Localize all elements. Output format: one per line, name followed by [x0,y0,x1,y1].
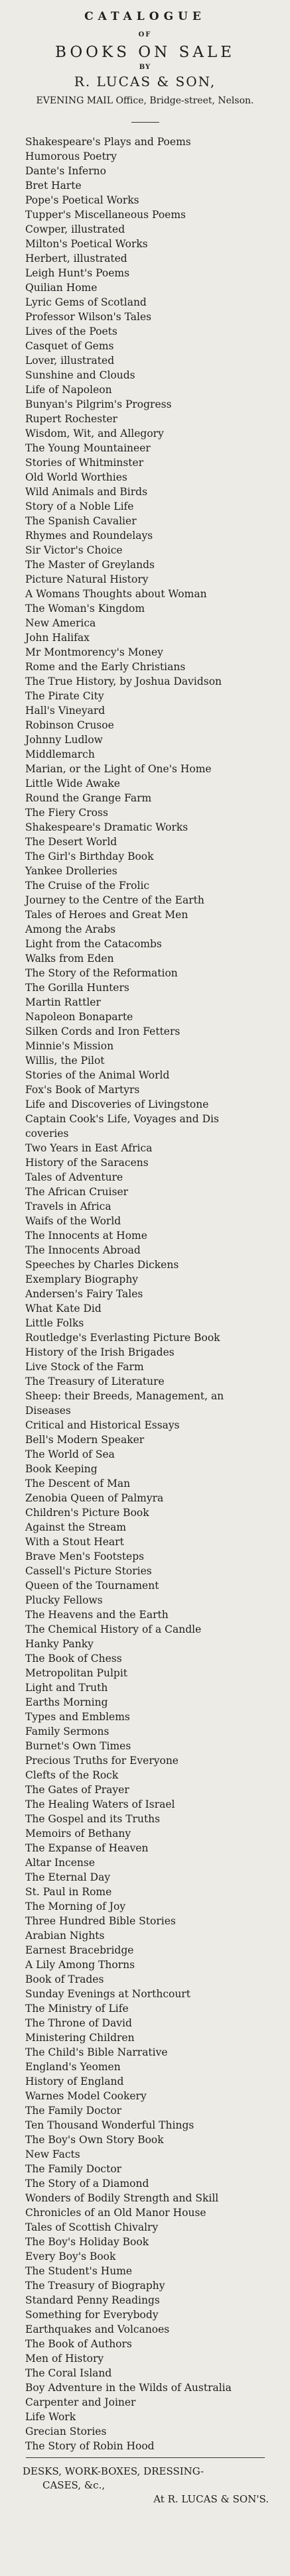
book-title: The Cruise of the Frolic [25,880,150,892]
book-title: The Family Doctor [25,2163,122,2175]
book-title: Light and Truth [25,1682,108,1694]
book-title: Brave Men's Footsteps [25,1551,145,1562]
book-title: Journey to the Centre of the Earth [25,894,204,906]
book-title: Against the Stream [25,1521,127,1533]
book-title: Live Stock of the Farm [25,1361,144,1373]
book-title: Book Keeping [25,1463,98,1475]
book-title: Pope's Poetical Works [25,194,139,206]
book-title: Stories of the Animal World [25,1069,170,1081]
book-title: The Fiery Cross [25,807,108,819]
book-title: The Throne of David [25,2017,132,2029]
book-title: Captain Cook's Life, Voyages and Dis [25,1113,219,1125]
book-title: The Book of Chess [25,1653,122,1665]
book-title: Diseases [25,1405,71,1417]
book-title: Story of a Noble Life [25,500,134,512]
book-title: Something for Everybody [25,2309,159,2321]
advertisement-footer [23,2465,277,2506]
book-title: Cassell's Picture Stories [25,1565,152,1577]
book-title: Cowper, illustrated [25,223,125,235]
book-title: Shakespeare's Dramatic Works [25,821,188,833]
footer-line-desks: DESKS, WORK-BOXES, DRESSING- [23,2465,204,2477]
book-title: Ministering Children [25,2032,135,2044]
of-label: OF [138,31,152,38]
book-title: Wonders of Bodily Strength and Skill [25,2192,219,2204]
book-title: The Eternal Day [25,1871,111,1883]
book-title: Hanky Panky [25,1638,94,1650]
book-title: Light from the Catacombs [25,938,162,950]
book-title: Bret Harte [25,180,82,192]
book-title: Round the Grange Farm [25,792,152,804]
book-title: The Girl's Birthday Book [25,850,154,862]
book-title: Two Years in East Africa [25,1142,153,1154]
book-title: Minnie's Mission [25,1040,114,1052]
book-title: History of the Saracens [25,1157,149,1169]
book-title: Sunday Evenings at Northcourt [25,1988,190,2000]
book-title: Among the Arabs [25,923,116,935]
book-title: Tupper's Miscellaneous Poems [25,209,186,221]
book-title: Humorous Poetry [25,150,117,162]
book-title: Boy Adventure in the Wilds of Australia [25,2382,232,2394]
book-title: Earths Morning [25,1696,108,1708]
book-title: Children's Picture Book [25,1507,149,1519]
book-title: A Womans Thoughts about Woman [25,588,207,600]
book-title: The Young Mountaineer [25,442,151,454]
book-title: Plucky Fellows [25,1594,103,1606]
book-title: Picture Natural History [25,573,149,585]
book-title: Lives of the Poets [25,325,117,337]
book-title: The Desert World [25,836,117,848]
books-on-sale-heading: BOOKS ON SALE [54,44,235,61]
book-title: Lyric Gems of Scotland [25,296,147,308]
book-title: Silken Cords and Iron Fetters [25,1025,181,1037]
book-title: The African Cruiser [25,1186,129,1198]
book-title: A Lily Among Thorns [25,1959,135,1971]
book-title: The Morning of Joy [25,1901,126,1912]
book-title: Professor Wilson's Tales [25,311,152,323]
book-title: The True History, by Joshua Davidson [25,675,222,687]
book-title: Yankee Drolleries [25,865,117,877]
book-title: Burnet's Own Times [25,1740,131,1752]
book-title: The Innocents Abroad [25,1244,141,1256]
book-title: Stories of Whitminster [25,457,144,469]
book-title: Sheep: their Breeds, Management, an [25,1390,224,1402]
footer-line-cases: CASES, &c., [42,2479,106,2491]
book-title: Three Hundred Bible Stories [25,1915,176,1927]
book-title: The Story of the Reformation [25,967,178,979]
book-title: The Gorilla Hunters [25,982,129,994]
book-title: The Innocents at Home [25,1230,147,1242]
book-title: The Gates of Prayer [25,1784,129,1796]
book-title: The World of Sea [25,1448,115,1460]
book-title: Bunyan's Pilgrim's Progress [25,398,172,410]
book-title: The Book of Authors [25,2338,132,2350]
book-title: Rupert Rochester [25,413,117,425]
book-title: Fox's Book of Martyrs [25,1084,140,1096]
firm-name: R. LUCAS & SON, [74,74,216,89]
book-title: The Coral Island [25,2367,112,2379]
book-title: The Boy's Own Story Book [25,2134,164,2146]
book-title: Little Wide Awake [25,778,120,790]
book-title: England's Yeomen [25,2061,121,2073]
book-title: Mr Montmorency's Money [25,646,163,658]
book-title: Wisdom, Wit, and Allegory [25,428,164,439]
book-title: The Spanish Cavalier [25,515,137,527]
book-title: Little Folks [25,1317,84,1329]
book-title: Carpenter and Joiner [25,2396,136,2408]
book-title: Standard Penny Readings [25,2294,160,2306]
book-title: Leigh Hunt's Poems [25,267,130,279]
book-title: Family Sermons [25,1726,109,1737]
book-title: History of the Irish Brigades [25,1346,175,1358]
book-title: Martin Rattler [25,996,101,1008]
book-title: Old World Worthies [25,471,127,483]
book-title: Queen of the Tournament [25,1580,159,1592]
book-title: Every Boy's Book [25,2251,116,2262]
book-title: Marian, or the Light of One's Home [25,763,212,775]
book-title: St. Paul in Rome [25,1886,112,1898]
book-title: Life Work [25,2411,76,2423]
book-title: Chronicles of an Old Manor House [25,2207,206,2219]
book-title: Shakespeare's Plays and Poems [25,136,191,148]
book-list [13,135,277,2453]
book-title: Bell's Modern Speaker [25,1434,145,1446]
book-title: Middlemarch [25,748,95,760]
book-title: John Halifax [25,632,90,644]
book-title: Sir Victor's Choice [25,544,123,556]
book-title: The Treasury of Biography [25,2280,165,2292]
book-title: The Child's Bible Narrative [25,2046,168,2058]
book-title: Milton's Poetical Works [25,238,148,250]
book-title: Walks from Eden [25,953,114,965]
book-title: The Boy's Holiday Book [25,2236,149,2248]
book-title: Lover, illustrated [25,355,115,367]
book-title: The Family Doctor [25,2105,122,2117]
book-title: Ten Thousand Wonderful Things [25,2119,194,2131]
book-title: Arabian Nights [25,1930,105,1942]
book-title: Metropolitan Pulpit [25,1667,128,1679]
book-title: The Story of a Diamond [25,2178,149,2190]
book-title: The Heavens and the Earth [25,1609,169,1621]
book-title: Waifs of the World [25,1215,121,1227]
book-title: Memoirs of Bethany [25,1828,131,1840]
book-title: Men of History [25,2353,104,2365]
book-title: The Student's Hume [25,2265,133,2277]
book-title: Dante's Inferno [25,165,106,177]
book-title: Earnest Bracebridge [25,1944,134,1956]
book-title: History of England [25,2076,124,2087]
book-title: Andersen's Fairy Tales [25,1288,143,1300]
book-title: New America [25,617,96,629]
header-divider [131,122,159,123]
book-title: Hall's Vineyard [25,705,106,717]
book-title: The Ministry of Life [25,2003,129,2015]
book-title: Tales of Adventure [25,1171,123,1183]
book-title: Robinson Crusoe [25,719,114,731]
catalogue-title: CATALOGUE [84,10,206,23]
book-title: Johnny Ludlow [25,734,103,746]
book-title: Life and Discoveries of Livingstone [25,1098,209,1110]
book-title: Travels in Africa [25,1200,111,1212]
book-title: The Descent of Man [25,1478,131,1490]
book-title: Critical and Historical Essays [25,1419,180,1431]
book-title: The Master of Greylands [25,559,155,571]
book-title: Warnes Model Cookery [25,2090,147,2102]
book-title: Book of Trades [25,1973,104,1985]
footer-line-vendor: At R. LUCAS & SON'S. [153,2493,269,2505]
book-title: Earthquakes and Volcanoes [25,2323,170,2335]
book-title: The Expanse of Heaven [25,1842,149,1854]
book-title: With a Stout Heart [25,1536,124,1548]
book-title: What Kate Did [25,1303,102,1315]
book-title: The Gospel and its Truths [25,1813,161,1825]
book-title: Rhymes and Roundelays [25,530,153,542]
book-title: Casquet of Gems [25,340,114,352]
book-title: Tales of Heroes and Great Men [25,909,188,921]
book-title: The Woman's Kingdom [25,603,145,615]
book-title: Wild Animals and Birds [25,486,148,498]
book-title: Sunshine and Clouds [25,369,135,381]
book-title: Speeches by Charles Dickens [25,1259,179,1271]
book-title: Exemplary Biography [25,1273,139,1285]
book-title: The Healing Waters of Israel [25,1798,175,1810]
book-title: The Chemical History of a Candle [25,1623,202,1635]
footer-divider [26,2457,265,2458]
book-title: Willis, the Pilot [25,1055,105,1067]
book-title: The Pirate City [25,690,104,702]
book-title: Rome and the Early Christians [25,661,186,673]
book-title: Precious Truths for Everyone [25,1755,179,1767]
by-label: BY [139,64,151,71]
book-title: Tales of Scottish Chivalry [25,2221,159,2233]
book-title: Life of Napoleon [25,384,112,396]
book-title: Napoleon Bonaparte [25,1011,133,1023]
book-title: Zenobia Queen of Palmyra [25,1492,164,1504]
book-title: Clefts of the Rock [25,1769,119,1781]
book-title: The Treasury of Literature [25,1376,165,1387]
firm-address: EVENING MAIL Office, Bridge-street, Nelson. [36,95,254,106]
book-title: Herbert, illustrated [25,253,127,264]
book-title: New Facts [25,2148,80,2160]
book-title: Types and Emblems [25,1711,130,1723]
book-title: Quilian Home [25,282,98,294]
book-title: Altar Incense [25,1857,96,1869]
book-title: The Story of Robin Hood [25,2440,155,2452]
book-title: Routledge's Everlasting Picture Book [25,1332,220,1344]
book-title: coveries [25,1128,69,1140]
book-title: Grecian Stories [25,2426,107,2437]
